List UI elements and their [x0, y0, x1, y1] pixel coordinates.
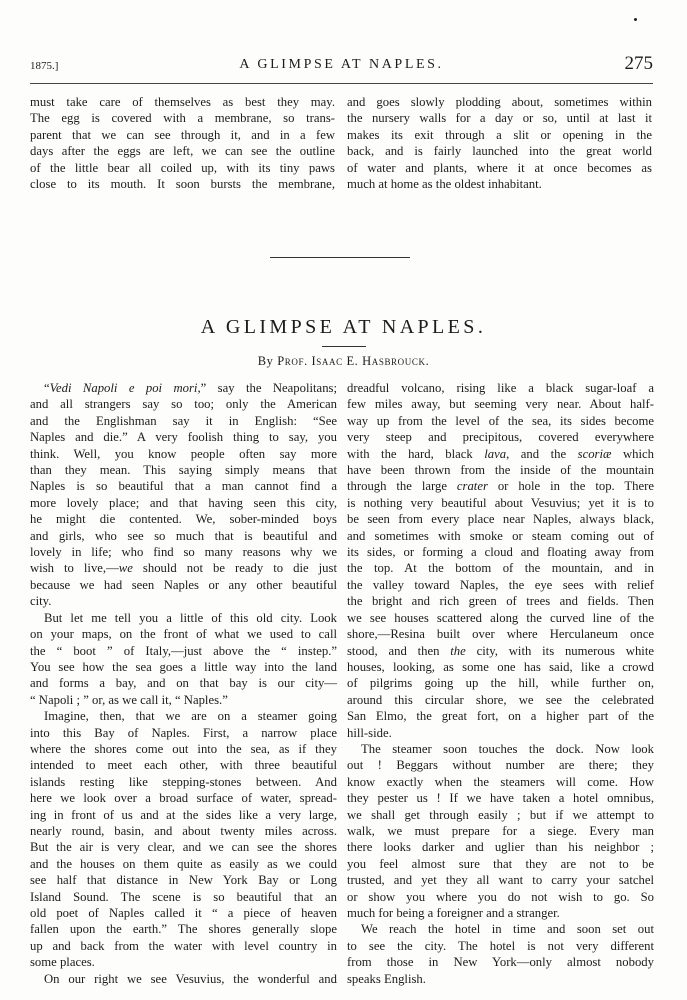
text-line: back, and is fairly launched into the great world	[347, 144, 652, 159]
text-line: must take care of themselves as best they may.	[30, 95, 335, 109]
paragraph	[30, 380, 337, 610]
running-header	[30, 53, 653, 80]
text-line: ing in front of us and at the sides like a very large,	[30, 807, 337, 822]
text-line: know exactly when the steamers will come. How	[347, 774, 654, 789]
text-line: nearly round, basin, and about twenty miles across.	[30, 823, 337, 838]
text-line: much at home as the oldest inhabitant.	[347, 177, 542, 192]
text-line: where the shores come out into the sea, as if they	[30, 741, 337, 756]
text-line: speaks English.	[347, 971, 426, 986]
text-line: dreadful volcano, rising like a black sugar-loaf a	[347, 381, 654, 395]
article-title: A GLIMPSE AT NAPLES.	[200, 316, 487, 338]
text-line: of water and plants, where it at once becomes as	[347, 160, 652, 175]
header-rule	[30, 83, 653, 84]
text-line: be seen from every place near Naples, always black,	[347, 512, 654, 527]
text-line: San Elmo, the great fort, on a higher part of the	[347, 709, 654, 724]
text-line: here we look over a broad surface of water, spread-	[30, 791, 337, 806]
text-line: few miles away, but seeming very near. About half-	[347, 397, 654, 412]
byline-author: Prof. Isaac E. Hasbrouck.	[277, 354, 430, 368]
continued-text-right-column	[347, 94, 652, 192]
text-line: some places.	[30, 955, 95, 970]
text-line: its sides, or forming a cloud and floating away from	[347, 545, 654, 560]
text-line: with the hard, black lava, and the scoriæ which	[347, 446, 654, 461]
text-line: there looks darker and uglier than his neighbor ;	[347, 840, 654, 855]
text-line: and all strangers say so too; only the American	[30, 397, 337, 412]
text-line: they pester us ! If we have taken a hotel omnibus,	[347, 791, 654, 806]
text-line: much for being a foreigner and a stranger.	[347, 906, 560, 920]
text-line: shore,—Resina built over where Herculaneum once	[347, 627, 654, 642]
text-line: close to its mouth. It soon bursts the membrane,	[30, 177, 335, 192]
text-line: than they mean. This saying simply means that	[30, 463, 337, 478]
header-running-title: A GLIMPSE AT NAPLES.	[239, 57, 444, 72]
text-line: stood, and then the city, with its numerous white	[347, 643, 654, 658]
text-line: The egg is covered with a membrane, so trans-	[30, 111, 335, 126]
paragraph	[347, 921, 654, 987]
ink-speck	[634, 18, 637, 21]
text-line: up and back from the water with level country in	[30, 938, 337, 953]
paragraph	[30, 610, 337, 708]
text-line: Island Sound. The scene is so beautiful that an	[30, 889, 337, 904]
text-line: is nothing very beautiful about Vesuvius; yet it is to	[347, 495, 654, 510]
text-line: or show you where you do not wish to go. So	[347, 889, 654, 904]
text-line: lovely in life; who find so many reasons why we	[30, 545, 337, 560]
text-line: We reach the hotel in time and soon set out	[361, 922, 654, 937]
text-line: see half that distance in New York Bay or Long	[30, 873, 337, 888]
text-line: into this Bay of Naples. First, a narrow place	[30, 725, 337, 740]
page-number: 275	[624, 53, 653, 74]
text-line: old poet of Naples called it “ a piece of heaven	[30, 906, 337, 920]
text-line: very steep and precipitous, covered everywhere	[347, 430, 654, 445]
text-line: more lovely place; and that having seen this city,	[30, 495, 337, 510]
text-line: on your maps, on the front of what we used to call	[30, 627, 337, 642]
text-line: think. Well, you know people often say more	[30, 446, 337, 461]
text-line: from those in New York—only almost nobody	[347, 955, 654, 970]
text-line: Naples and die.” A very foolish thing to say, you	[30, 430, 337, 445]
text-line: we shall get through easily ; but if we attempt to	[347, 807, 654, 822]
text-line: of the little bear all coiled up, with its tiny paws	[30, 160, 335, 175]
text-line: fallen upon the earth.” The shores generally slope	[30, 922, 337, 937]
section-separator	[270, 257, 410, 258]
paragraph	[30, 971, 337, 987]
header-year: 1875.]	[30, 60, 59, 72]
article-left-column	[30, 380, 337, 987]
text-line: and the houses on them quite as easily as we could	[30, 856, 337, 871]
text-line: But let me tell you a little of this old city. Look	[44, 610, 337, 625]
text-line: and the Englishman say it in English: “See	[30, 413, 337, 428]
text-line: and forms a bay, and on that bay is our city—	[30, 676, 337, 691]
text-line: The steamer soon touches the dock. Now look	[361, 741, 654, 756]
text-line: you feel almost sure that they are not to be	[347, 856, 654, 871]
continued-text-left-column	[30, 94, 335, 192]
text-line: walk, we must prepare for a siege. Every man	[347, 823, 654, 838]
text-line: have been thrown from the inside of the mountain	[347, 463, 654, 478]
text-line: and sometimes with smoke or steam coming out of	[347, 528, 654, 543]
article-right-column	[347, 380, 654, 987]
text-line: islands resting like stepping-stones between. And	[30, 774, 337, 789]
text-line: hill-side.	[347, 725, 392, 740]
text-line: trusted, and yet they all want to carry your satchel	[347, 873, 654, 888]
text-line: and goes slowly plodding about, sometimes within	[347, 95, 652, 109]
text-line: way up from the level of the sea, its sides become	[347, 413, 654, 428]
text-line: But the air is very clear, and we can see the shores	[30, 840, 337, 855]
text-line: the “ boot ” of Italy,—just above the “ instep.”	[30, 643, 337, 658]
text-line: through the large crater or hole in the top. There	[347, 479, 654, 494]
text-line: because we had seen Naples or any other beautiful	[30, 577, 337, 592]
text-line: houses, looking, as some one has said, like a crowd	[347, 659, 654, 674]
text-line: he might die contented. We, sober-minded boys	[30, 512, 337, 527]
text-line: parent that we can see through it, and in a few	[30, 127, 335, 142]
text-line: Imagine, then, that we are on a steamer going	[44, 709, 337, 724]
paragraph	[30, 94, 335, 192]
text-line: the nursery walls for a day or so, until at last it	[347, 111, 652, 126]
paragraph	[347, 741, 654, 921]
text-line: out ! Beggars without number are there; they	[347, 758, 654, 773]
text-line: “Vedi Napoli e poi mori,” say the Neapolitans;	[44, 381, 337, 395]
text-line: we see houses scattered along the curved line of the	[347, 610, 654, 625]
paragraph	[347, 380, 654, 741]
article-byline	[0, 354, 687, 369]
text-line: days after the eggs are left, we can see the outline	[30, 144, 335, 159]
title-rule	[322, 346, 366, 347]
text-line: “ Napoli ; ” or, as we call it, “ Naples.”	[30, 692, 228, 707]
byline-prefix: By	[257, 354, 274, 368]
text-line: city.	[30, 594, 52, 609]
text-line: of pilgrims going up the hill, while further on,	[347, 676, 654, 691]
text-line: wish to live,—we should not be ready to die just	[30, 561, 337, 576]
text-line: the bright and rich green of trees and fields. Then	[347, 594, 654, 609]
text-line: On our right we see Vesuvius, the wonderful and	[44, 971, 337, 986]
text-line: Naples is so beautiful that a man cannot find a	[30, 479, 337, 494]
text-line: You see how the sea goes a little way into the land	[30, 659, 337, 674]
text-line: intended to meet each other, with three beautiful	[30, 758, 337, 773]
text-line: the valley toward Naples, the eye sees with relief	[347, 577, 654, 592]
text-line: and girls, who see so much that is beautiful and	[30, 528, 337, 543]
text-line: around this circular shore, we see the celebrated	[347, 692, 654, 707]
text-line: the top. At the bottom of the mountain, and in	[347, 561, 654, 576]
text-line: makes its exit through a slit or opening in the	[347, 127, 652, 142]
paragraph	[347, 94, 652, 192]
paragraph	[30, 708, 337, 971]
text-line: to see the city. The hotel is not very different	[347, 938, 654, 953]
